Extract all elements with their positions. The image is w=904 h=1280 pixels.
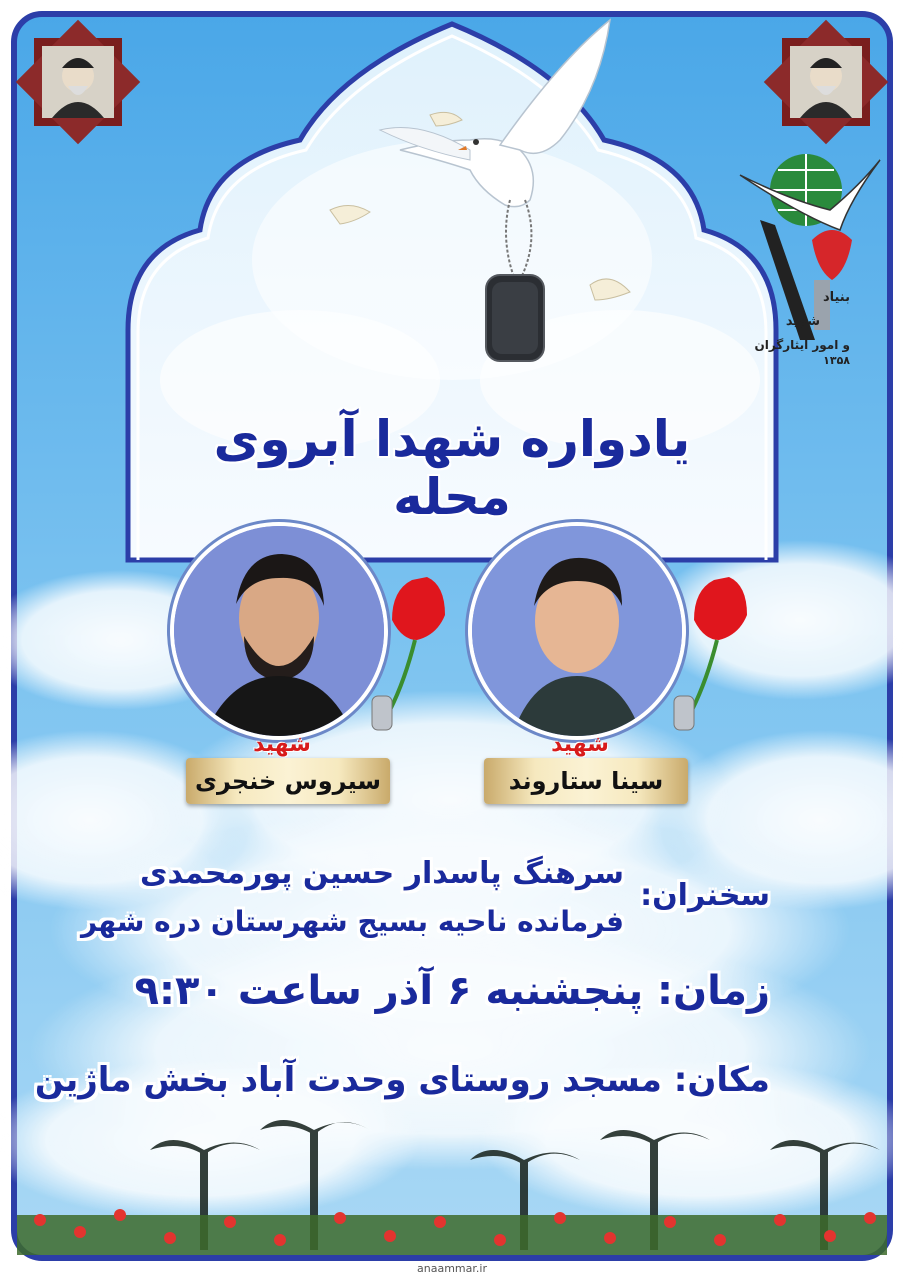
place-label: مکان: — [673, 1060, 770, 1100]
place-row — [35, 1060, 770, 1100]
martyr-1-namebox — [484, 758, 688, 804]
speaker-label: سخنران: — [640, 878, 770, 913]
poster-title: یادواره شهدا آبروی محله — [213, 410, 691, 526]
martyr-photo-1 — [472, 526, 682, 736]
martyr-1-label: شهید — [551, 732, 609, 757]
leader-portrait-right — [764, 20, 888, 144]
speaker-role: فرمانده ناحیه بسیج شهرستان دره شهر — [80, 905, 624, 938]
speaker-name: سرهنگ پاسدار حسین پورمحمدی — [139, 856, 624, 891]
org-year: ۱۳۵۸ — [823, 354, 850, 367]
website-credit: anaammar.ir — [417, 1262, 487, 1275]
time-label: زمان: — [657, 968, 770, 1014]
martyr-portrait-2 — [170, 522, 388, 740]
org-name-line3: و امور ایثارگران — [754, 338, 850, 352]
martyr-2-name: سیروس خنجری — [194, 767, 382, 795]
leader-portrait-left — [16, 20, 140, 144]
martyr-2-namebox — [186, 758, 390, 804]
time-value: پنجشنبه ۶ آذر ساعت ۹:۳۰ — [134, 968, 644, 1014]
place-value: مسجد روستای وحدت آباد بخش ماژین — [34, 1060, 662, 1100]
martyr-1-name: سینا ستاروند — [508, 767, 664, 795]
org-name-line1: بنیاد — [822, 290, 850, 305]
martyr-photo-2 — [174, 526, 384, 736]
org-name-line2: شهید — [785, 314, 820, 329]
martyr-portrait-1 — [468, 522, 686, 740]
martyr-2-label: شهید — [253, 732, 311, 757]
time-row — [135, 968, 770, 1014]
